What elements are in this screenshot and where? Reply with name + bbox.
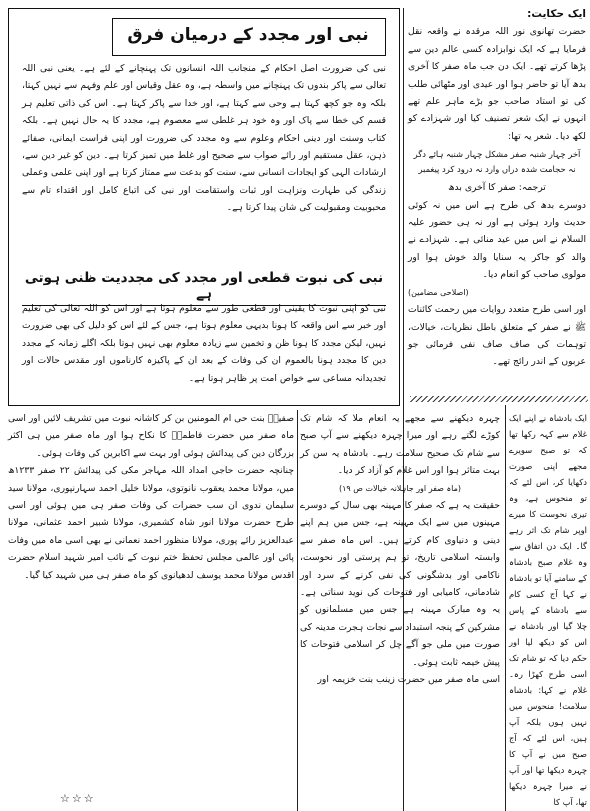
decorative-separator — [410, 396, 588, 402]
column-divider — [505, 405, 506, 811]
source-note: (ماہ صفر اور جاہلانہ خیالات ص ۱۹) — [338, 483, 462, 493]
poem-line: آخر چہار شنبہ صفر مشکل چہار شنبہ ہائے دگر — [413, 149, 581, 160]
article-body — [22, 60, 386, 217]
poem-line: نہ حجامت شدہ دراں وارد نہ درود کرد پیغمبر — [418, 164, 576, 175]
source-note: (اصلاحی مضامین) — [408, 287, 469, 297]
column-four — [8, 410, 294, 584]
story-paragraph: ایک بادشاہ نے اپنے ایک غلام سے کہہ رکھا تھا کہ تو صبح سویرے مجھے اپنی صورت دکھایا کر، اس لئے کہ تو منحوس ہے، وہ تیری نحوست کا میرے اوپر شام تک اثر رہے گا۔ ایک دن اتفاق سے وہ غلام صبح بادشاہ کے سامنے آیا تو بادشاہ نے کہا آج کسی کام سے بادشاہ کے پاس چلا گیا اور بادشاہ نے اس کو دیکھ لیا اور حکم دیا کہ تو شام تک اسی طرح کھڑا رہ۔ غلام نے کہا: بادشاہ سلامت! منحوس میں نہیں ہوں بلکہ آپ ہیں، اس لئے کہ آج صبح میں نے آپ کا چہرہ دیکھا تھا اور آپ نے میرا چہرہ دیکھا تھا، آپ کا — [509, 413, 587, 807]
article-title: نبی اور مجدد کے درمیان فرق — [127, 25, 369, 45]
column-paragraph: چہرہ دیکھنے سے مجھے یہ انعام ملا کہ شام تک کوڑے لگتے رہے اور میرا چہرہ دیکھنے سے آپ صبح سے شام تک صحیح سلامت رہے۔ بادشاہ یہ سن کر بہت متاثر ہوا اور اس غلام کو آزاد کر دیا۔ — [300, 413, 500, 477]
end-stars: ☆☆☆ — [60, 792, 96, 805]
article-body-2 — [22, 300, 386, 387]
sidebar-paragraph: حضرت تھانوی نور اللہ مرقدہ نے واقعہ نقل فرمایا ہے کہ ایک نوابزادہ کسی عالم دین سے پڑھا کرتے تھے۔ ایک دن جب ماہ صفر کا آخری بدھ آیا تو حاضر ہوا اور عیدی اور مٹھائی طلب کی تو استاد صاحب جو بڑے ماہر علم تھے انہوں نے ایک شعر تصنیف کیا اور شہزادے کو لکھ دیا۔ شعر یہ تھا: — [408, 26, 586, 142]
column-divider — [297, 410, 298, 811]
sidebar-story — [509, 410, 587, 810]
article-subtitle: نبی کی نبوت قطعی اور مجدد کی مجددیت ظنی ہوتی ہے — [22, 270, 386, 306]
translation-label: ترجمہ: صفر کا آخری بدھ — [448, 182, 546, 194]
article-paragraph: نبی کو اپنی نبوت کا یقینی اور قطعی طور سے معلوم ہوتا ہے اور اس کو اللہ تعالی کی تعلیم اور خبر سے اس واقعہ کا ہونا بدیہی معلوم ہوتا ہے، جس کے لئے اس کو دلیل کی بھی ضرورت نہیں، لیکن مجدد کا ہونا ظن و تخمین سے زیادہ معلوم بھی نہیں ہوتا بلکہ اگلے زمانہ کے مجدد دین کا مجدد ہونا بالعموم ان کی وفات کے بعد ان کے پاکیزہ کارناموں اور مقدس حالات اور تجدیدانہ مساعی سے خواص امت پر ظاہر ہوتا ہے۔ — [22, 303, 386, 384]
sidebar-paragraph: اور اسی طرح متعدد روایات میں رحمت کائنات ﷺ نے صفر کے متعلق باطل نظریات، خیالات، توہمات کی صاف صاف نفی فرمائی جو عربوں کے اندر رائج تھے۔ — [408, 304, 586, 368]
sidebar-heading: ایک حکایت: — [527, 8, 586, 20]
column-paragraph: صفیہؓ بنت حی ام المومنین بن کر کاشانہ نبوت میں تشریف لائیں اور اسی ماہ صفر میں حضرت فاطمہؓ کا نکاح ہوا اور ماہ صفر میں ہی اکثر بزرگان دین کی پیدائش ہوئی اور بہت سے اکابرین کی وفات ہوئی۔ — [8, 413, 294, 459]
column-paragraph: حقیقت یہ ہے کہ صفر کا مہینہ بھی سال کے دوسرے مہینوں میں سے ایک مہینہ ہے، جس میں ہم اپنے دینی و دنیاوی کام کرتے ہیں۔ اس ماہ صفر سے وابستہ اسلامی تاریخ، تو ہم پرستی اور نحوست، ناکامی اور بدشگونی کی نفی کرنے کے سرد اور شادمانی، کامیابی اور فتوحات کی نوید سناتی ہے۔ یہ وہ مبارک مہینہ ہے جس میں مسلمانوں کو مشرکین کے پنجہ استبداد سے نجات ہجرت مدینہ کی صورت میں ملی جو آگے چل کر اسلامی فتوحات کا پیش خیمہ ثابت ہوئی۔ — [300, 500, 500, 668]
column-paragraph: اسی ماہ صفر میں حضرت زینب بنت خزیمہ اور — [317, 674, 500, 686]
column-three — [300, 410, 500, 689]
sidebar-paragraph: دوسرے بدھ کی طرح ہے اس میں نہ کوئی حدیث وارد ہوئی ہے اور نہ ہی حضور علیہ السلام نے اس میں عید منائی ہے۔ شہزادے نے والد کو جاکر یہ سنایا والد خوش ہوا اور مولوی صاحب کو انعام دیا۔ — [408, 199, 586, 281]
sidebar-anecdote — [408, 6, 586, 371]
article-paragraph: نبی کی ضرورت اصل احکام کے منجانب اللہ انسانوں تک پہنچانے کے لئے ہے۔ یعنی نبی اللہ تعالی سے پاکر بندوں تک پہنچانے میں واسطہ ہے، وہ عقل وقیاس اور علم وفہم سے نہیں کہتا، بلکہ وہ جو کچھ کہتا ہے وحی سے کہتا ہے، اور خدا سے پاکر کہتا ہے۔ اس کی ذاتی تعلیم ہر قسم کی خطا سے پاک اور وہ خود ہر غلطی سے معصوم ہے، مجدد کا یہ حال نہیں ہے۔ بلکہ کتاب وسنت اور دینی احکام وعلوم سے وہ مجدد کی ضرورت اور اپنی فراست ایمانی، صفائے ذہن، عقل مستقیم اور رائے صواب سے صحیح اور غلط میں تمیز کرتا ہے۔ دین کو غیر دین سے، ارشادات الہی کو ایجادات انسانی سے، سنت کو بدعت سے ممتاز کرتا ہے اور اپنی علمی وعملی زندگی کی طہارت ونزاہت اور ثبات واستقامت اور نبی کی اتباع کامل اور اقتداء تام سے محبوبیت ومقبولیت کی شان پیدا کرتا ہے۔ — [22, 63, 386, 214]
column-paragraph: چنانچہ حضرت حاجی امداد اللہ مہاجر مکی کی پیدائش ۲۲ صفر ۱۲۳۳ھ میں، مولانا محمد یعقوب نانوتوی، مولانا خلیل احمد سہارنپوری، مولانا سید سلیمان ندوی ان سب حضرات کی وفات صفر ہی میں ہوئی اور اسی طرح حضرت مولانا انور شاہ کشمیری، مولانا شبیر احمد عثمانی، مولانا عبدالعزیز رائے پوری، مولانا منظور احمد نعمانی نے بھی اسی ماہ میں وفات پائی اور عالمی مجلس تحفظ ختم نبوت کے نائب امیر شہید اسلام حضرت اقدس مولانا محمد یوسف لدھیانوی کو ماہ صفر ہی میں شہید کیا گیا۔ — [8, 465, 294, 581]
poem — [408, 147, 586, 177]
